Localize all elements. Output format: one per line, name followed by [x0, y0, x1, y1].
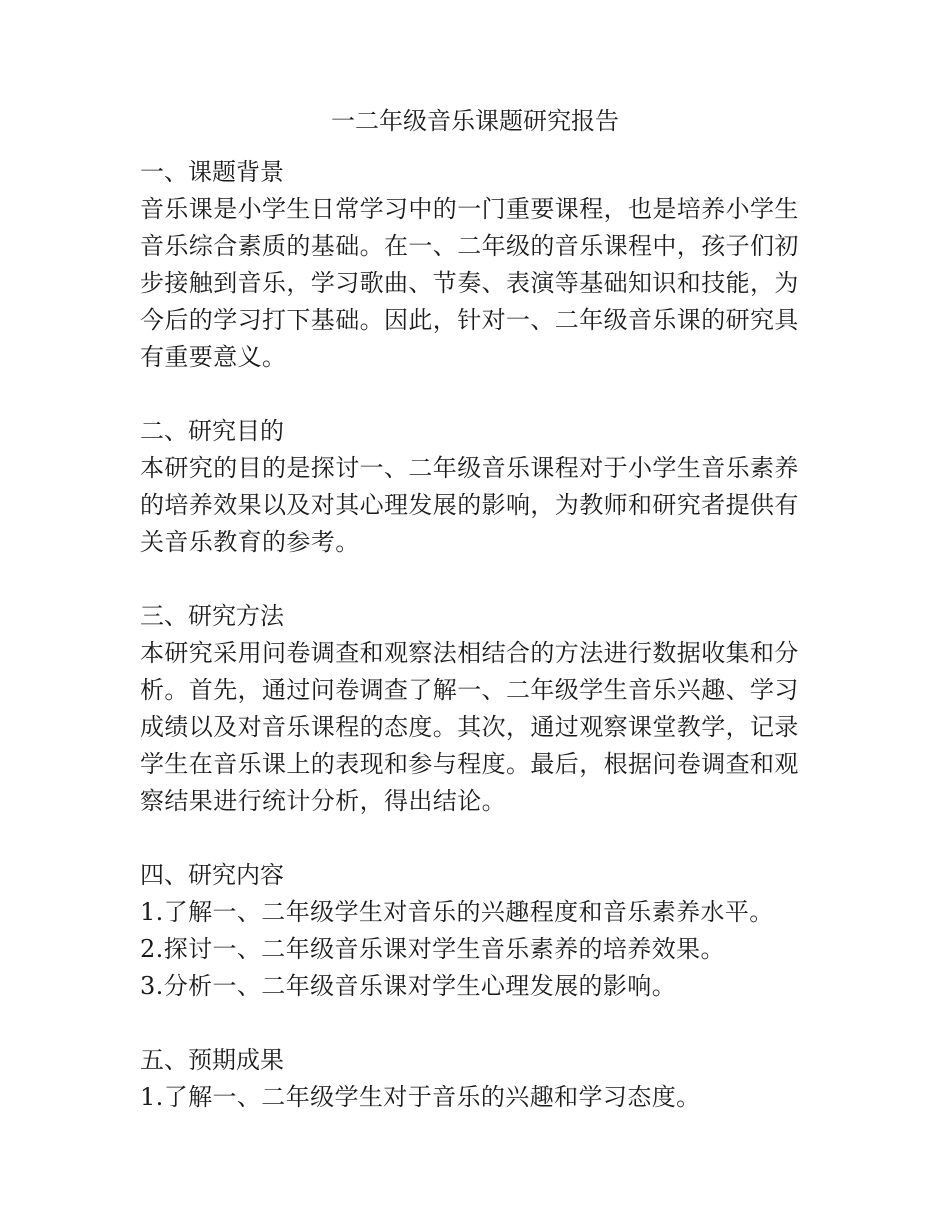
section-heading: 一、课题背景 [140, 158, 284, 186]
section-content [140, 857, 816, 1005]
section-background [140, 154, 816, 376]
section-expected-results [140, 1042, 816, 1116]
paragraph-line: 有重要意义。 [140, 343, 287, 371]
section-purpose [140, 413, 816, 561]
list-item: 1.了解一、二年级学生对于音乐的兴趣和学习态度。 [140, 1083, 701, 1111]
document-title: 一二年级音乐课题研究报告 [331, 107, 619, 135]
paragraph-line: 本研究的目的是探讨一、二年级音乐课程对于小学生音乐素养 [140, 454, 799, 482]
document-body [140, 154, 816, 1116]
section-heading: 四、研究内容 [140, 861, 284, 889]
paragraph-line: 成绩以及对音乐课程的态度。其次，通过观察课堂教学，记录 [140, 713, 799, 741]
section-heading: 三、研究方法 [140, 602, 284, 630]
section-heading: 二、研究目的 [140, 417, 284, 445]
paragraph-line: 今后的学习打下基础。因此，针对一、二年级音乐课的研究具 [140, 306, 799, 334]
paragraph-line: 的培养效果以及对其心理发展的影响，为教师和研究者提供有 [140, 491, 799, 519]
paragraph-line: 关音乐教育的参考。 [140, 528, 360, 556]
paragraph-line: 本研究采用问卷调查和观察法相结合的方法进行数据收集和分 [140, 639, 799, 667]
list-item: 1.了解一、二年级学生对音乐的兴趣程度和音乐素养水平。 [140, 898, 774, 926]
section-methods [140, 598, 816, 820]
paragraph-line: 察结果进行统计分析，得出结论。 [140, 787, 506, 815]
paragraph-line: 学生在音乐课上的表现和参与程度。最后，根据问卷调查和观 [140, 750, 799, 778]
list-item: 3.分析一、二年级音乐课对学生心理发展的影响。 [140, 972, 677, 1000]
paragraph-line: 步接触到音乐，学习歌曲、节奏、表演等基础知识和技能，为 [140, 269, 799, 297]
section-heading: 五、预期成果 [140, 1046, 284, 1074]
list-item: 2.探讨一、二年级音乐课对学生音乐素养的培养效果。 [140, 935, 725, 963]
paragraph-line: 音乐综合素质的基础。在一、二年级的音乐课程中，孩子们初 [140, 232, 799, 260]
paragraph-line: 析。首先，通过问卷调查了解一、二年级学生音乐兴趣、学习 [140, 676, 799, 704]
paragraph-line: 音乐课是小学生日常学习中的一门重要课程，也是培养小学生 [140, 195, 799, 223]
